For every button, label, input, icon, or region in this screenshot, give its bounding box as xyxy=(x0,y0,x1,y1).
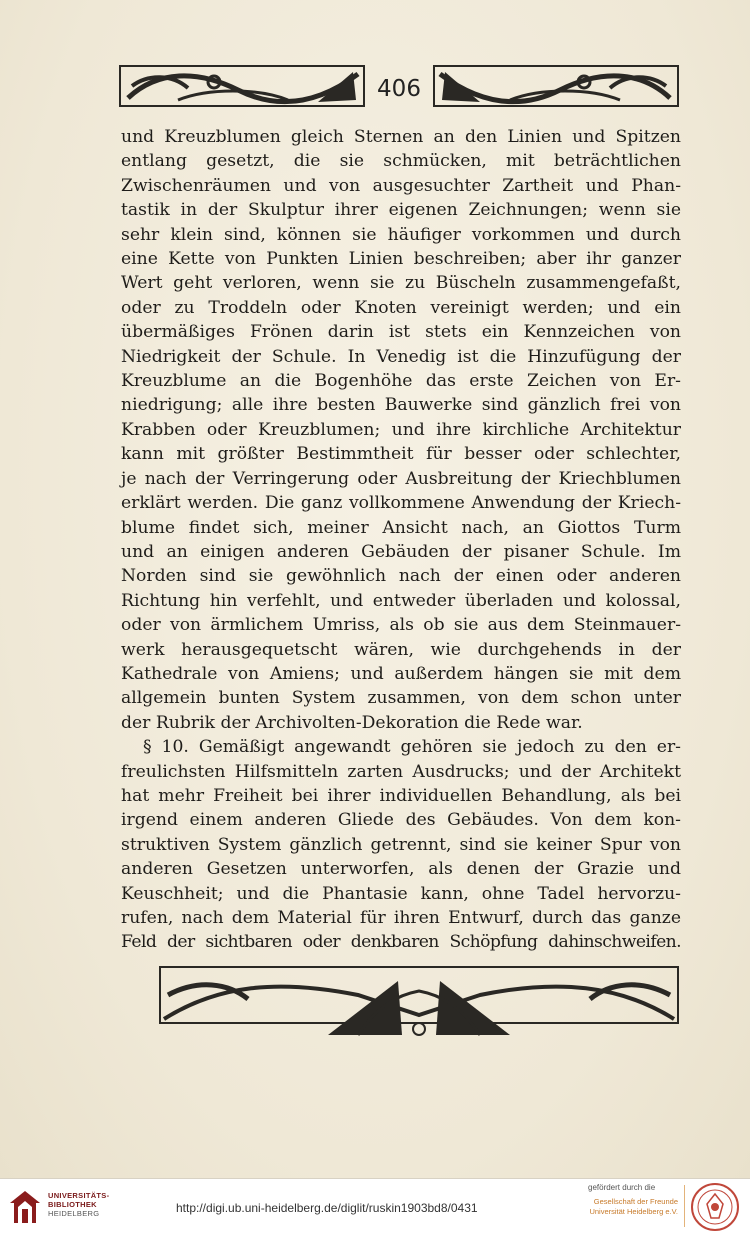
library-line: BIBLIOTHEK xyxy=(48,1200,97,1209)
text-line: freulichsten Hilfsmitteln zarten Ausdrucks; und der Architekt xyxy=(121,761,681,782)
text-line: oder zu Troddeln oder Knoten vereinigt werden; und ein xyxy=(121,297,681,318)
paragraph-2 xyxy=(121,735,681,955)
text-line: entlang gesetzt, die sie schmücken, mit beträchtlichen xyxy=(121,151,681,172)
text-line: blume findet sich, meiner Ansicht nach, an Giottos Turm xyxy=(121,517,681,538)
sponsor-label: gefördert durch die xyxy=(588,1183,656,1192)
library-name[interactable] xyxy=(48,1191,109,1218)
text-line: Krabben oder Kreuzblumen; und ihre kirchliche Architektur xyxy=(121,419,681,440)
library-line: UNIVERSITÄTS- xyxy=(48,1191,110,1200)
text-line: je nach der Verringerung oder Ausbreitung der Kriechblumen xyxy=(121,468,681,489)
text-line: struktiven System gänzlich getrennt, sind sie keiner Spur von xyxy=(121,834,681,855)
text-line: sehr klein sind, können sie häufiger vorkommen und durch xyxy=(121,224,681,245)
sponsor-line: Gesellschaft der Freunde xyxy=(593,1197,678,1206)
paragraph-1 xyxy=(121,125,681,735)
text-line: Kathedrale von Amiens; und außerdem hängen sie mit dem xyxy=(121,663,681,684)
footer-bar xyxy=(0,1178,750,1234)
sponsor-name[interactable] xyxy=(578,1197,678,1217)
text-line: Richtung hin verfehlt, und entweder überladen und kolossal, xyxy=(121,590,681,611)
sponsor-divider xyxy=(684,1185,685,1227)
text-line: Wert geht verloren, wenn sie zu Büscheln zusammengefaßt, xyxy=(121,273,681,294)
page-number: 406 xyxy=(377,76,421,102)
text-line: und Kreuzblumen gleich Sternen an den Linien und Spitzen xyxy=(121,127,681,147)
text-line: Niedrigkeit der Schule. In Venedig ist die Hinzufügung der xyxy=(121,346,681,367)
university-seal-icon xyxy=(690,1182,740,1232)
text-line: übermäßiges Frönen darin ist stets ein Kennzeichen von xyxy=(121,322,681,343)
body-text xyxy=(121,125,681,955)
text-line: kann mit größter Bestimmtheit für besser oder schlechter, xyxy=(121,444,681,465)
text-line: der Rubrik der Archivolten-Dekoration die Rede war. xyxy=(121,712,583,733)
text-line: anderen Gesetzen unterworfen, als denen der Grazie und xyxy=(121,859,681,880)
right-ornament-icon xyxy=(430,60,680,112)
text-line: erklärt werden. Die ganz vollkommene Anwendung der Kriech- xyxy=(121,493,681,514)
library-line: HEIDELBERG xyxy=(48,1209,100,1218)
text-line: niedrigung; alle ihre besten Bauwerke sind gänzlich frei von xyxy=(121,395,681,416)
text-line: rufen, nach dem Material für ihren Entwurf, durch das ganze xyxy=(121,908,681,928)
sponsor-line: Universität Heidelberg e.V. xyxy=(589,1207,678,1216)
page-header xyxy=(118,60,680,116)
library-logo-icon[interactable] xyxy=(8,1189,42,1225)
text-line: Zwischenräumen und von ausgesuchter Zartheit und Phan- xyxy=(121,175,681,196)
text-line: allgemein bunten System zusammen, von dem schon unter xyxy=(121,688,681,709)
text-line: oder von ärmlichem Umriss, als ob sie aus dem Steinmauer- xyxy=(121,615,681,636)
text-line: irgend einem anderen Gliede des Gebäudes. Von dem kon- xyxy=(121,810,681,831)
text-line: und an einigen anderen Gebäuden der pisaner Schule. Im xyxy=(121,541,681,562)
text-line: § 10. Gemäßigt angewandt gehören sie jedoch zu den er- xyxy=(143,737,681,758)
text-line: hat mehr Freiheit bei ihrer individuellen Behandlung, als bei xyxy=(121,785,681,806)
text-line: Kreuzblume an die Bogenhöhe das erste Zeichen von Er- xyxy=(121,371,681,392)
text-line: tastik in der Skulptur ihrer eigenen Zeichnungen; wenn sie xyxy=(121,200,681,221)
text-line: werk herausgequetscht wären, wie durchgehends in der xyxy=(121,639,681,660)
text-line: Keuschheit; und die Phantasie kann, ohne Tadel hervorzu- xyxy=(121,883,681,904)
text-line: Feld der sichtbaren oder denkbaren Schöpfung dahinschweifen. xyxy=(121,932,681,953)
text-line: eine Kette von Punkten Linien beschreiben; aber ihr ganzer xyxy=(121,249,681,270)
tailpiece-ornament-icon xyxy=(158,965,680,1045)
permalink-url[interactable]: http://digi.ub.uni-heidelberg.de/diglit/ruskin1903bd8/0431 xyxy=(176,1201,478,1215)
text-line: Norden sind sie gewöhnlich nach der einen oder anderen xyxy=(121,566,681,587)
